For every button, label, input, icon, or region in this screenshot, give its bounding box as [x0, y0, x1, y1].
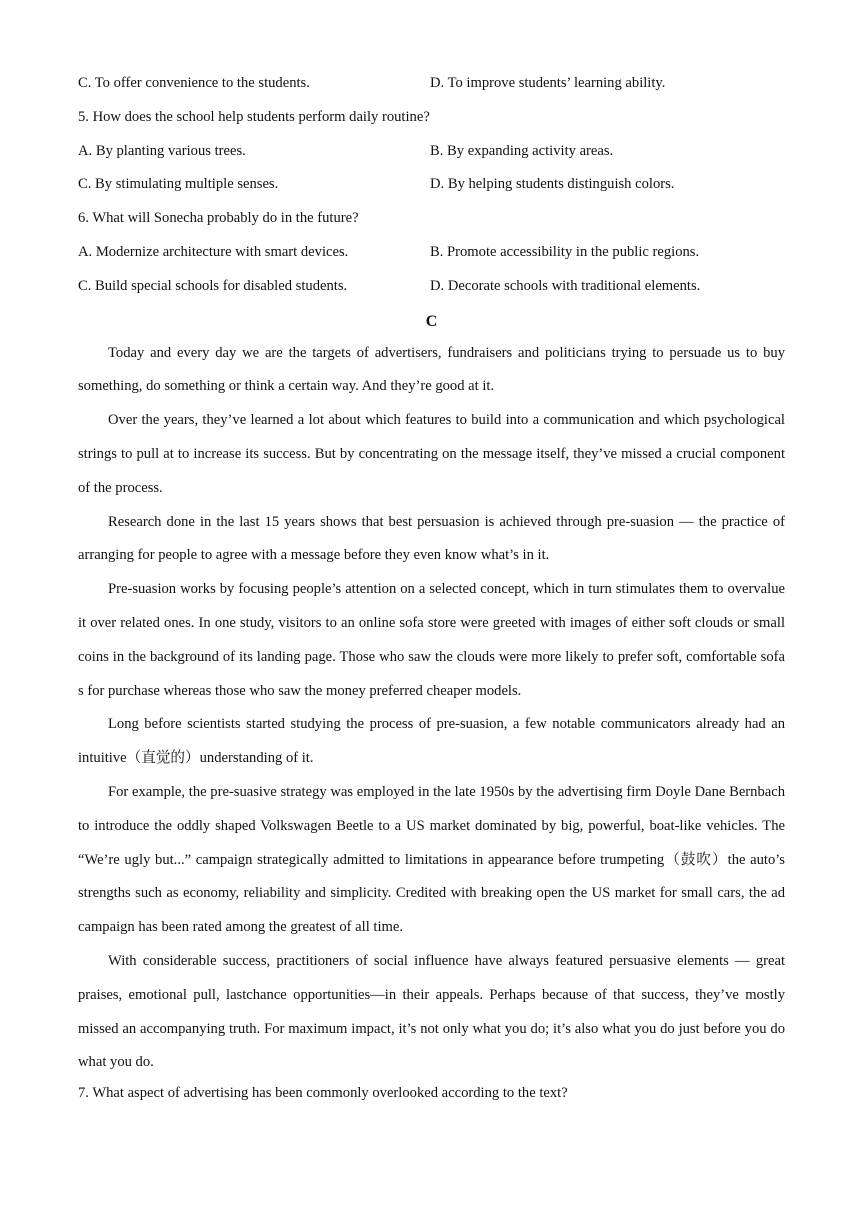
q4-option-c: C. To offer convenience to the students. [78, 75, 310, 91]
document-page [78, 70, 785, 1114]
q5-options-row-ab [78, 138, 785, 172]
q5-option-b: B. By expanding activity areas. [430, 142, 614, 159]
q5-option-a: A. By planting various trees. [78, 142, 246, 159]
paragraph-7: With considerable success, practitioners of social influence have always featured persuasive elements — great praises, emotional pull, lastchance opportunities—in their appeals. Perhaps because of that success, they’ve mostly missed an accompanying truth. For maximum impact, it’s not only what you do; it’s also what you do just before you do what you do. [78, 952, 785, 1071]
paragraph-1: Today and every day we are the targets of advertisers, fundraisers and politicians trying to persuade us to buy something, do something or think a certain way. And they’re good at it. [78, 344, 785, 395]
paragraph-2: Over the years, they’ve learned a lot about which features to build into a communication and which psychological strings to pull at to increase its success. But by concentrating on the message itself, they’ve missed a crucial component of the process. [78, 412, 785, 496]
section-heading: C [425, 312, 438, 330]
paragraph-3: Research done in the last 15 years shows that best persuasion is achieved through pre-suasion — the practice of arranging for people to agree with a message before they even know what’s in it. [78, 513, 785, 564]
q6-options-row-cd [78, 273, 785, 307]
q4-options-row-cd [78, 70, 785, 104]
q5-question: 5. How does the school help students perform daily routine? [78, 108, 430, 125]
q6-option-b: B. Promote accessibility in the public regions. [430, 243, 700, 260]
paragraph-4: Pre-suasion works by focusing people’s attention on a selected concept, which in turn stimulates them to overvalue it over related ones. In one study, visitors to an online sofa store were greeted with images of either soft clouds or small coins in the background of its landing page. Those who saw the clouds were more likely to prefer soft, comfortable sofa s for purchase whereas those who saw the money preferred cheaper models. [78, 581, 785, 699]
q6-option-a: A. Modernize architecture with smart devices. [78, 243, 349, 260]
q7-question: 7. What aspect of advertising has been commonly overlooked according to the text? [78, 1085, 568, 1102]
q4-option-d: D. To improve students’ learning ability. [430, 75, 666, 91]
q6-option-d: D. Decorate schools with traditional elements. [430, 277, 701, 294]
q5-option-c: C. By stimulating multiple senses. [78, 176, 279, 193]
q5-options-row-cd [78, 171, 785, 205]
q6-option-c: C. Build special schools for disabled students. [78, 277, 348, 294]
q6-question: 6. What will Sonecha probably do in the future? [78, 210, 359, 227]
q5-option-d: D. By helping students distinguish colors. [430, 176, 675, 193]
paragraph-6: For example, the pre-suasive strategy was employed in the late 1950s by the advertising firm Doyle Dane Bernbach to introduce the oddly shaped Volkswagen Beetle to a US market dominated by big, powerful, boat-like vehicles. The “We’re ugly but...” campaign strategically admitted to limitations in appearance before trumpeting（鼓吹）the auto’s strengths such as economy, reliability and simplicity. Credited with breaking open the US market for small cars, the ad campaign has been rated among the greatest of all time. [78, 783, 785, 936]
q6-options-row-ab [78, 239, 785, 273]
paragraph-5: Long before scientists started studying the process of pre-suasion, a few notable communicators already had an intuitive（直觉的）understanding of it. [78, 716, 785, 767]
